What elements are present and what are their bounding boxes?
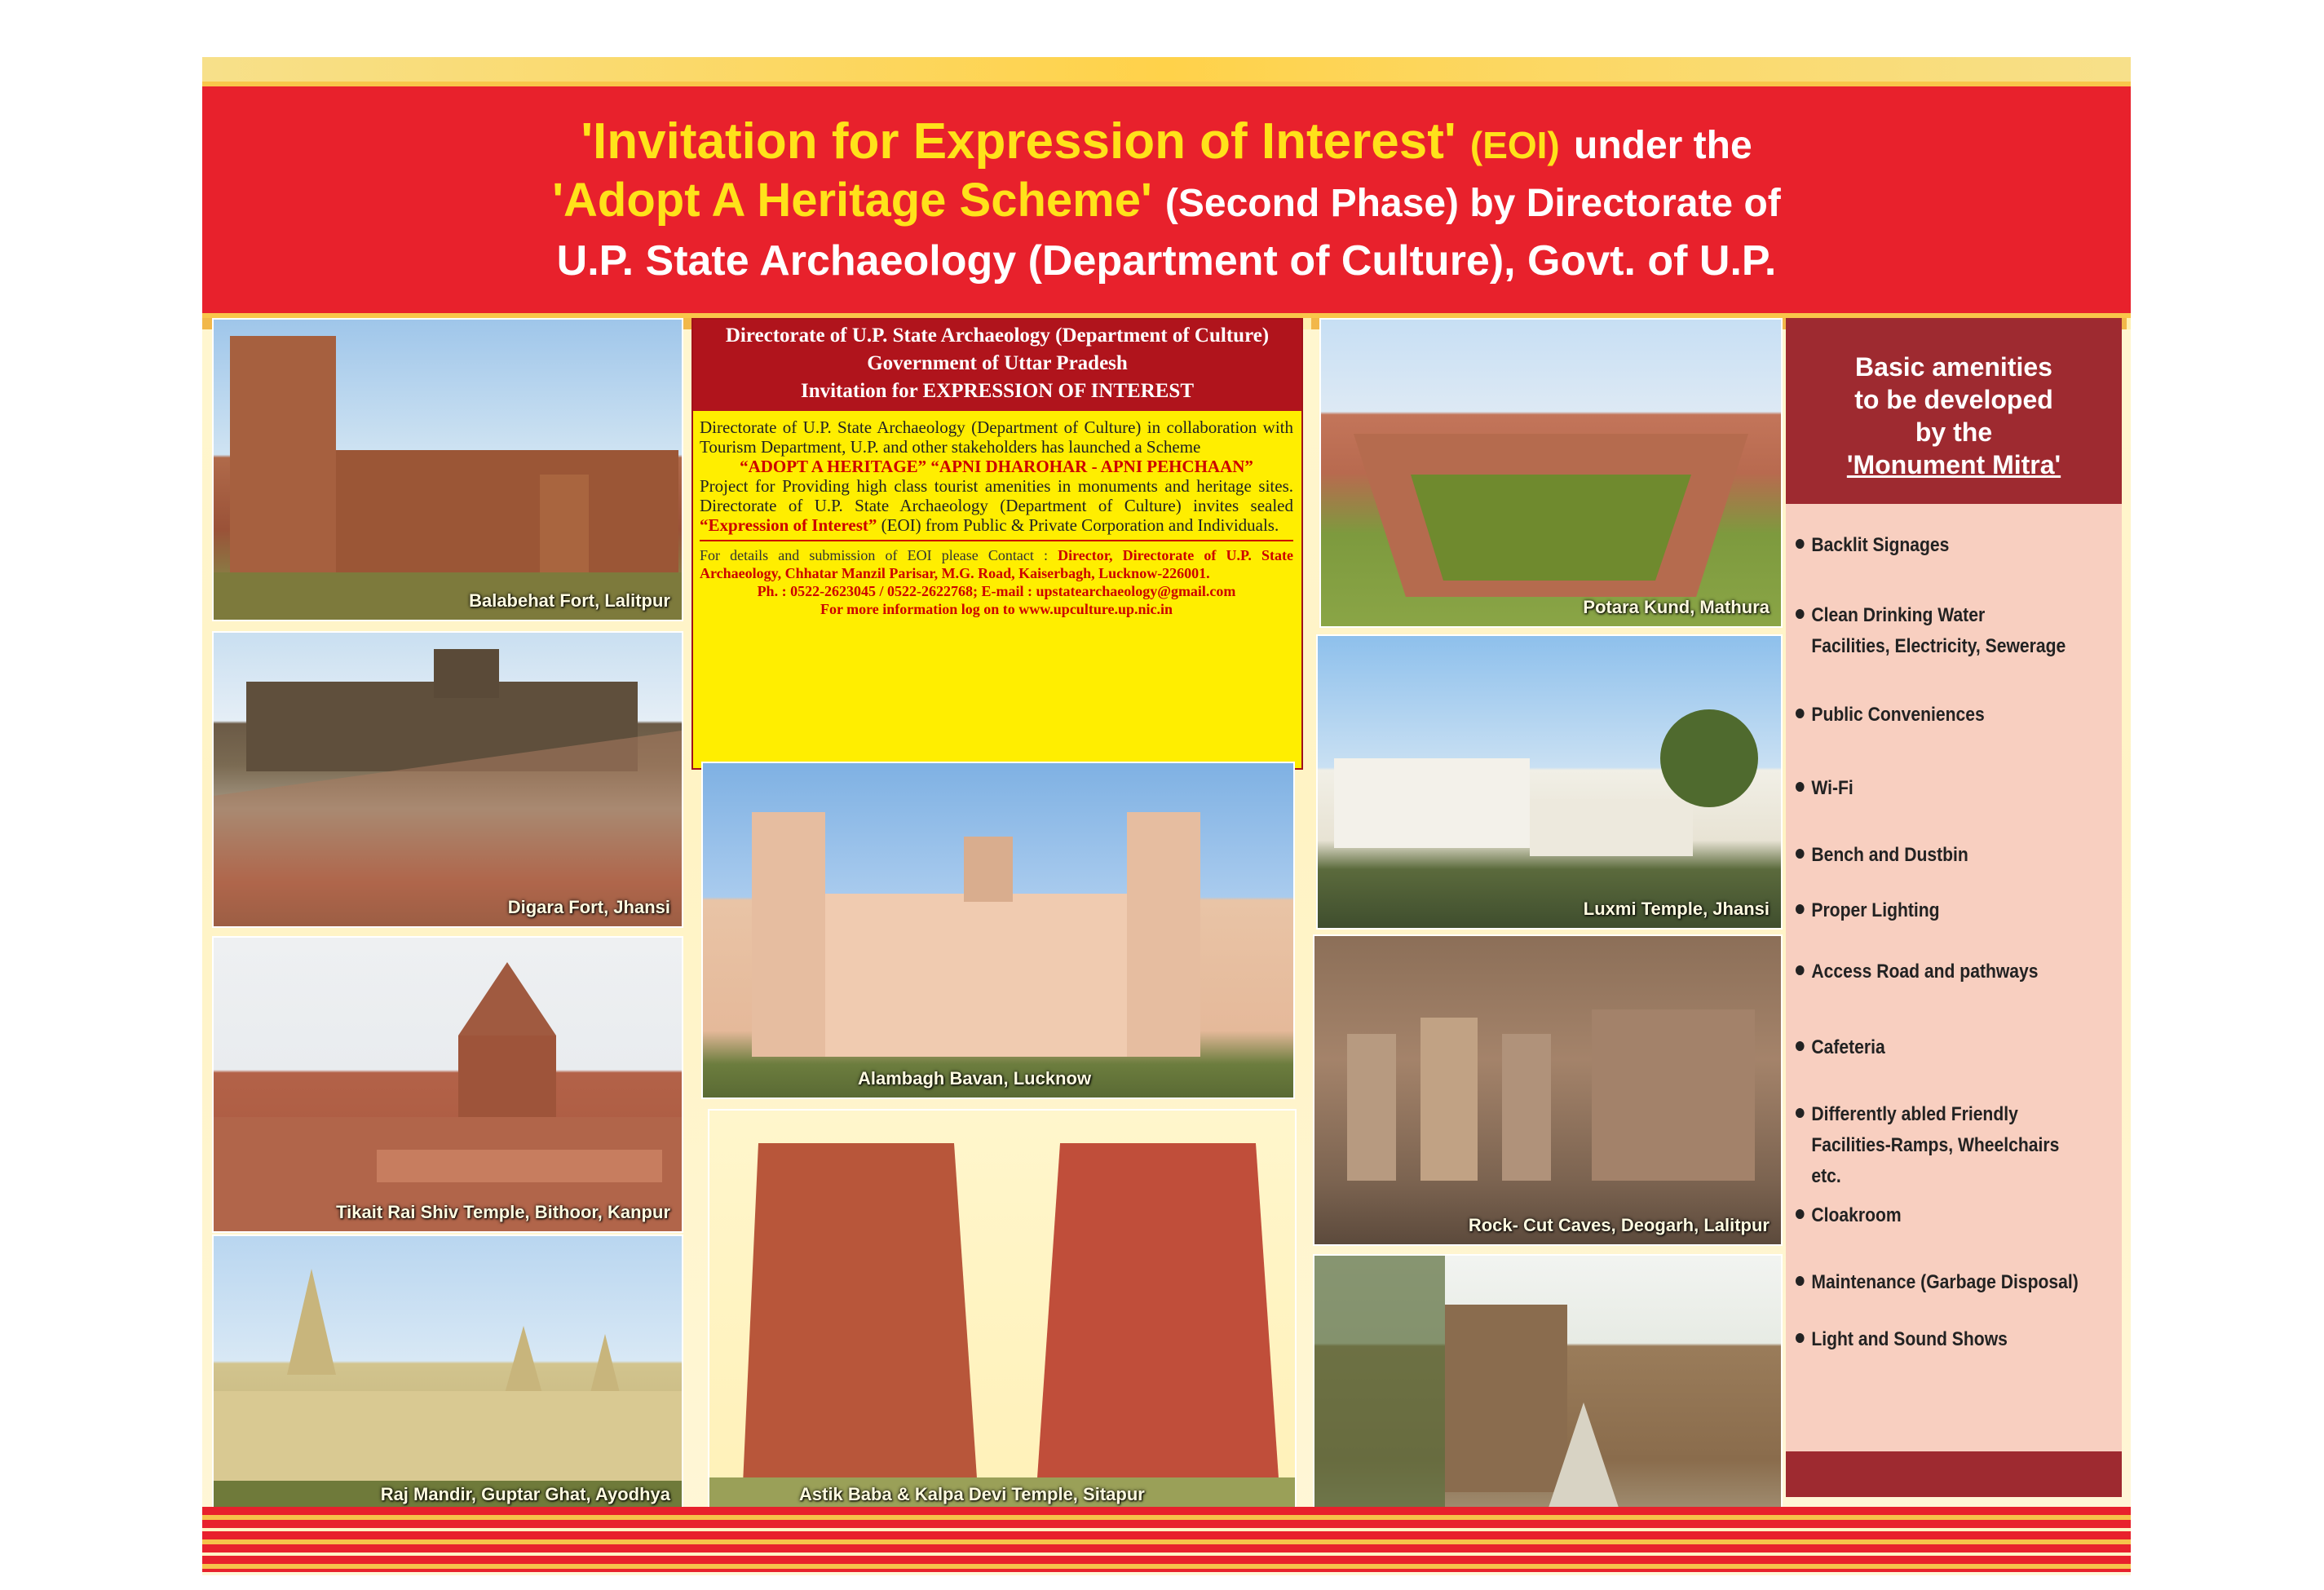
amenity-item: Differently abled Friendly Facilities-Ramps, Wheelchairs etc. xyxy=(1796,1099,2083,1192)
bullet-icon xyxy=(1796,782,1805,792)
notice-header xyxy=(693,320,1301,411)
contact-website: For more information log on to www.upculture.up.nic.in xyxy=(820,601,1173,617)
amenity-item: Access Road and pathways xyxy=(1796,956,2039,987)
amenities-header xyxy=(1786,318,2122,504)
notice-phone-email xyxy=(700,582,1293,600)
header-line-1 xyxy=(202,113,2131,170)
photo-caption: Tikait Rai Shiv Temple, Bithoor, Kanpur xyxy=(336,1202,670,1222)
amenity-item: Proper Lighting xyxy=(1796,895,1940,926)
bullet-icon xyxy=(1796,709,1805,718)
photo-caption: Alambagh Bavan, Lucknow xyxy=(858,1068,1092,1089)
amenities-title-4: 'Monument Mitra' xyxy=(1846,450,2061,479)
photo-rock-cut-caves xyxy=(1313,934,1783,1246)
fort-illustration xyxy=(214,320,682,620)
amenity-item: Clean Drinking Water Facilities, Electricity, Sewerage xyxy=(1796,600,2066,662)
photo-raj-mandir xyxy=(212,1234,683,1515)
fort-illustration xyxy=(214,633,682,926)
fort-illustration xyxy=(1314,1256,1781,1548)
bullet-icon xyxy=(1796,1276,1805,1286)
bullet-icon xyxy=(1796,1333,1805,1343)
header-under-the: under the xyxy=(1574,124,1752,167)
photo-caption: Raj Mandir, Guptar Ghat, Ayodhya xyxy=(380,1484,670,1504)
amenities-title-1: Basic amenities xyxy=(1855,352,2052,382)
amenity-item: Cloakroom xyxy=(1796,1200,1902,1231)
header-scheme-title: 'Adopt A Heritage Scheme' xyxy=(552,174,1152,227)
bullet-icon xyxy=(1796,904,1805,914)
notice-paragraph-2b: (EOI) from Public & Private Corporation and Individuals. xyxy=(881,515,1279,535)
notice-government: Government of Uttar Pradesh xyxy=(867,352,1128,374)
bullet-icon xyxy=(1796,1209,1805,1219)
bullet-icon xyxy=(1796,849,1805,859)
notice-invitation: Invitation for EXPRESSION OF INTEREST xyxy=(800,380,1195,402)
amenity-item: Wi-Fi xyxy=(1796,773,1853,804)
amenities-panel xyxy=(1786,318,2122,1497)
amenity-item: Backlit Signages xyxy=(1796,530,1949,561)
photo-alambagh-bavan xyxy=(701,762,1295,1099)
building-illustration xyxy=(703,763,1293,1098)
bullet-icon xyxy=(1796,539,1805,549)
amenity-item: Bench and Dustbin xyxy=(1796,840,1968,871)
bottom-decorative-stripe xyxy=(202,1507,2131,1572)
amenity-item: Maintenance (Garbage Disposal) xyxy=(1796,1267,2079,1298)
photo-potara-kund xyxy=(1319,318,1783,628)
bullet-icon xyxy=(1796,609,1805,619)
header-line-2 xyxy=(202,173,2131,227)
photo-caption: Luxmi Temple, Jhansi xyxy=(1583,899,1770,919)
notice-contact xyxy=(700,546,1293,582)
amenities-title-2: to be developed xyxy=(1854,385,2053,414)
photo-caption: Digara Fort, Jhansi xyxy=(507,897,670,917)
amenity-item: Public Conveniences xyxy=(1796,700,1985,731)
temple-illustration xyxy=(214,938,682,1231)
temple-illustration xyxy=(709,1111,1295,1513)
bullet-icon xyxy=(1796,965,1805,975)
header-line-3 xyxy=(202,236,2131,285)
poster xyxy=(202,57,2131,1575)
photo-talbehat-fort xyxy=(1313,1254,1783,1549)
notice-website xyxy=(700,600,1293,618)
bullet-icon xyxy=(1796,1108,1805,1118)
eoi-notice-box xyxy=(691,318,1303,770)
notice-body xyxy=(700,417,1293,618)
header-second-phase: (Second Phase) by Directorate of xyxy=(1164,182,1781,225)
header-eoi-title: 'Invitation for Expression of Interest' xyxy=(581,113,1456,170)
contact-intro: For details and submission of EOI please Contact : xyxy=(700,547,1048,563)
photo-balabehat-fort xyxy=(212,318,683,621)
header-band xyxy=(202,82,2131,318)
photo-caption: Potara Kund, Mathura xyxy=(1583,597,1770,617)
photo-caption: Balabehat Fort, Lalitpur xyxy=(469,590,670,611)
amenity-item: Cafeteria xyxy=(1796,1032,1885,1063)
header-eoi-abbr: (EOI) xyxy=(1469,124,1560,166)
notice-scheme-name: “ADOPT A HERITAGE” “APNI DHAROHAR - APNI PEHCHAAN” xyxy=(740,457,1253,476)
contact-phone: Ph. : 0522-2623045 / 0522-2622768; E-mail : upstatearchaeology@gmail.com xyxy=(757,583,1236,599)
notice-eoi-highlight: “Expression of Interest” xyxy=(700,515,877,535)
photo-astik-baba-temple xyxy=(708,1109,1297,1515)
temple-illustration xyxy=(1318,636,1781,928)
notice-paragraph-2a: Project for Providing high class tourist amenities in monuments and heritage sites. Directorate of U.P. State Archaeology (Department of Culture) invites sealed xyxy=(700,476,1293,515)
header-department: U.P. State Archaeology (Department of Culture), Govt. of U.P. xyxy=(556,237,1777,285)
amenities-footer-bar xyxy=(1786,1451,2122,1497)
bullet-icon xyxy=(1796,1041,1805,1051)
notice-paragraph-1: Directorate of U.P. State Archaeology (Department of Culture) in collaboration with Tourism Department, U.P. and other stakeholders has launched a Scheme xyxy=(700,417,1293,457)
cave-illustration xyxy=(1314,936,1781,1244)
photo-caption: Astik Baba & Kalpa Devi Temple, Sitapur xyxy=(799,1484,1145,1504)
notice-divider xyxy=(700,540,1293,541)
amenities-title-3: by the xyxy=(1915,417,1993,447)
photo-tikait-rai-temple xyxy=(212,936,683,1233)
temple-illustration xyxy=(214,1236,682,1513)
amenity-item: Light and Sound Shows xyxy=(1796,1324,2008,1355)
top-decorative-stripe xyxy=(202,57,2131,82)
kund-illustration xyxy=(1321,320,1781,626)
notice-directorate: Directorate of U.P. State Archaeology (Department of Culture) xyxy=(725,325,1270,347)
photo-caption: Rock- Cut Caves, Deogarh, Lalitpur xyxy=(1468,1215,1770,1235)
contact-address: Director, Directorate of U.P. State Archaeology, Chhatar Manzil Parisar, M.G. Road, Kaiserbagh, Lucknow-226001. xyxy=(700,547,1293,581)
photo-digara-fort xyxy=(212,631,683,928)
photo-luxmi-temple xyxy=(1316,634,1783,930)
notice-paragraph-2 xyxy=(700,476,1293,535)
